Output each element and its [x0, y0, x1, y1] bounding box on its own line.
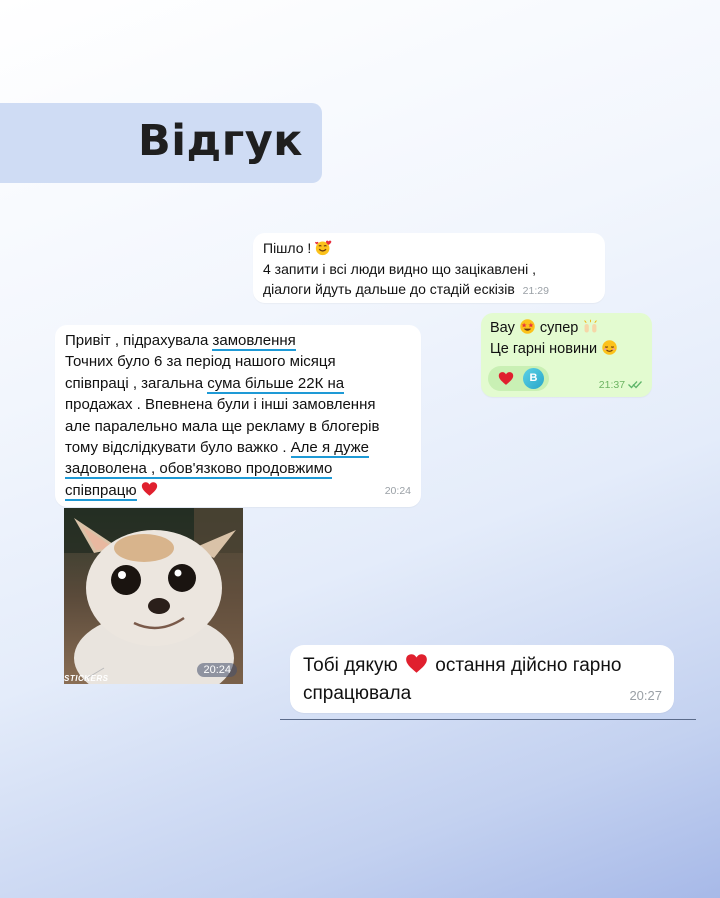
sticker-time: 20:24: [197, 663, 237, 677]
message-text: Це гарні новини: [490, 341, 598, 357]
message-time: 20:24: [384, 484, 411, 497]
message-text: супер: [539, 320, 579, 336]
avatar: [523, 368, 544, 389]
message-bubble-3[interactable]: [55, 325, 421, 507]
highlighted-text: задоволена , обов'язково продовжимо: [65, 460, 333, 478]
smiling-face-icon: [601, 339, 618, 356]
smiling-face-with-hearts-icon: [315, 239, 332, 256]
message-text: Пішло !: [263, 240, 312, 256]
page-title: Відгук: [138, 116, 303, 166]
message-text: співпраці , загальна: [65, 374, 208, 392]
message-text: спрацювала: [303, 683, 412, 704]
message-time: 20:27: [629, 687, 662, 703]
heart-icon: [405, 653, 428, 674]
avatar-initial: В: [529, 372, 538, 384]
sticker-watermark: STICKERS: [64, 674, 109, 683]
message-time: 21:37: [598, 379, 626, 391]
message-text: Вау: [490, 320, 515, 336]
message-time: 21:29: [522, 285, 549, 297]
star-struck-icon: [519, 318, 536, 335]
message-text: продажах . Впевнена були і інші замовлення: [65, 396, 376, 414]
sticker-image[interactable]: [64, 508, 243, 684]
message-text: Привіт , підрахувала: [65, 332, 213, 349]
raising-hands-icon: [582, 318, 599, 335]
reaction-pill[interactable]: [488, 366, 549, 391]
message-text: але паралельно мала ще рекламу в блогерів: [65, 417, 380, 435]
message-text: остання дійсно гарно: [435, 655, 622, 676]
message-bubble-2[interactable]: [481, 313, 652, 397]
chihuahua-sticker-icon: [64, 508, 243, 684]
message-bubble-1[interactable]: [253, 233, 605, 303]
read-checkmarks-icon: [628, 380, 642, 389]
message-text: Точних було 6 за період нашого місяця: [65, 353, 336, 371]
divider-line: [280, 719, 696, 720]
highlighted-text: замовлення: [212, 332, 296, 349]
message-text: Тобі дякую: [303, 655, 398, 676]
message-text: тому відслідкувати було важко .: [65, 439, 291, 457]
highlighted-text: сума більше 22К на: [207, 374, 345, 392]
message-text: діалоги йдуть дальше до стадій ескізів: [263, 281, 515, 297]
message-bubble-4[interactable]: [290, 645, 674, 713]
highlighted-text: співпрацю: [65, 481, 137, 499]
heart-icon: [141, 481, 158, 498]
highlighted-text: Але я дуже: [290, 439, 370, 457]
message-text: 4 запити і всі люди видно що зацікавлені ,: [263, 260, 537, 277]
heart-icon: [498, 371, 514, 386]
